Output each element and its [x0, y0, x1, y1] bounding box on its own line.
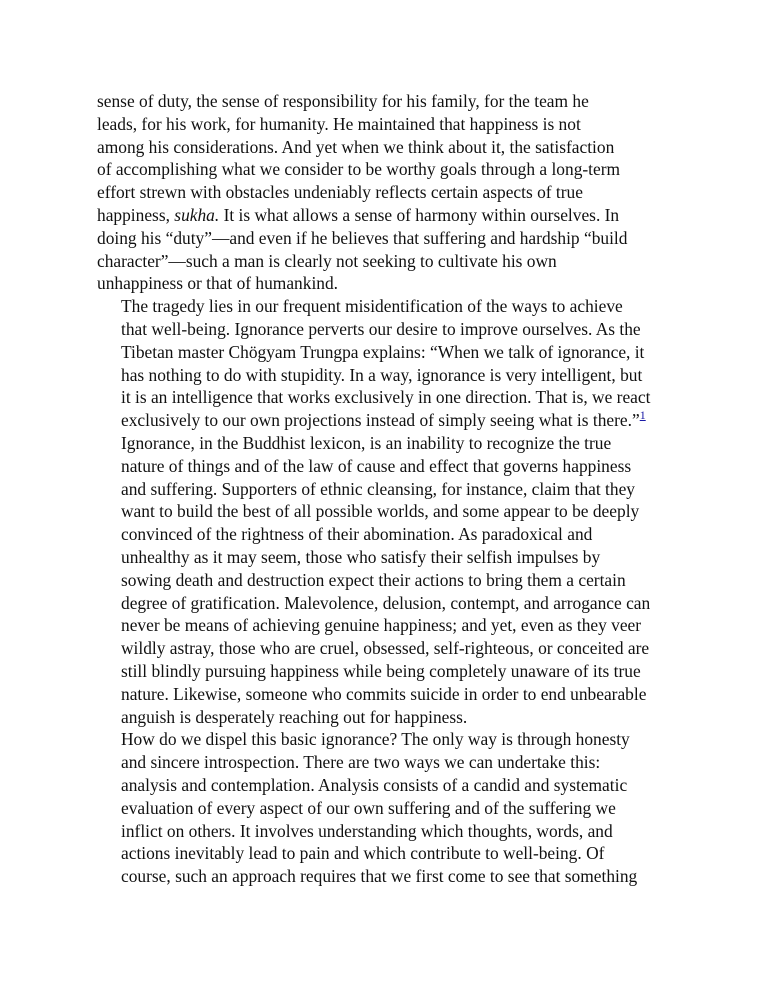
paragraph — [97, 90, 687, 295]
text-run: Ignorance, in the Buddhist lexicon, is an inability to recognize the true — [121, 432, 612, 453]
text-line — [97, 637, 687, 660]
text-line — [97, 432, 687, 455]
text-line — [97, 341, 687, 364]
text-run: among his considerations. And yet when we think about it, the satisfaction — [97, 136, 615, 157]
text-run: convinced of the rightness of their abomination. As paradoxical and — [121, 524, 593, 545]
text-run: has nothing to do with stupidity. In a way, ignorance is very intelligent, but — [121, 364, 643, 385]
text-run: character”—such a man is clearly not seeking to cultivate his own — [97, 250, 557, 271]
text-line — [97, 614, 687, 637]
text-run: Tibetan master Chögyam Trungpa explains: “When we talk of ignorance, it — [121, 341, 645, 362]
paragraph — [97, 432, 687, 728]
text-line — [97, 842, 687, 865]
text-run: How do we dispel this basic ignorance? The only way is through honesty — [121, 729, 630, 750]
footnote-link[interactable]: 1 — [639, 408, 646, 423]
text-run: still blindly pursuing happiness while being completely unaware of its true — [121, 660, 641, 681]
text-line — [97, 865, 687, 888]
text-run: effort strewn with obstacles undeniably reflects certain aspects of true — [97, 182, 583, 203]
text-run: nature of things and of the law of cause and effect that governs happiness — [121, 455, 632, 476]
text-line — [97, 546, 687, 569]
text-run: exclusively to our own projections instead of simply seeing what is there.” — [121, 410, 640, 431]
text-run: degree of gratification. Malevolence, delusion, contempt, and arrogance can — [121, 592, 651, 613]
text-line — [97, 592, 687, 615]
text-run: inflict on others. It involves understanding which thoughts, words, and — [121, 820, 613, 841]
text-line — [97, 204, 687, 227]
text-line — [97, 295, 687, 318]
paragraph — [97, 295, 687, 432]
text-line — [97, 751, 687, 774]
text-run: wildly astray, those who are cruel, obsessed, self-righteous, or conceited are — [121, 638, 650, 659]
text-line — [97, 500, 687, 523]
text-line — [97, 409, 687, 432]
text-line — [97, 569, 687, 592]
text-line — [97, 181, 687, 204]
text-run: that well-being. Ignorance perverts our desire to improve ourselves. As the — [121, 318, 641, 339]
text-line — [97, 136, 687, 159]
text-line — [97, 113, 687, 136]
text-line — [97, 478, 687, 501]
document-page — [97, 90, 687, 888]
text-run: and sincere introspection. There are two ways we can undertake this: — [121, 752, 601, 773]
text-line — [97, 455, 687, 478]
text-run: doing his “duty”—and even if he believes that suffering and hardship “build — [97, 227, 628, 248]
text-run: actions inevitably lead to pain and which contribute to well-being. Of — [121, 843, 605, 864]
text-run: leads, for his work, for humanity. He maintained that happiness is not — [97, 113, 581, 134]
text-line — [97, 797, 687, 820]
text-run: unhealthy as it may seem, those who satisfy their selfish impulses by — [121, 546, 601, 567]
text-run: nature. Likewise, someone who commits suicide in order to end unbearable — [121, 683, 647, 704]
text-run: happiness, — [97, 204, 175, 225]
text-line — [97, 820, 687, 843]
italic-term: sukha. — [174, 204, 220, 225]
text-run: evaluation of every aspect of our own suffering and of the suffering we — [121, 797, 616, 818]
text-line — [97, 318, 687, 341]
text-run: course, such an approach requires that we first come to see that something — [121, 866, 638, 887]
text-line — [97, 364, 687, 387]
text-line — [97, 523, 687, 546]
text-run: sowing death and destruction expect their actions to bring them a certain — [121, 569, 626, 590]
text-line — [97, 728, 687, 751]
text-line — [97, 386, 687, 409]
text-run: The tragedy lies in our frequent misidentification of the ways to achieve — [121, 296, 623, 317]
text-line — [97, 660, 687, 683]
text-line — [97, 272, 687, 295]
paragraph — [97, 728, 687, 888]
text-run: It is what allows a sense of harmony within ourselves. In — [219, 204, 620, 225]
text-line — [97, 90, 687, 113]
text-run: it is an intelligence that works exclusively in one direction. That is, we react — [121, 387, 651, 408]
text-line — [97, 774, 687, 797]
text-run: and suffering. Supporters of ethnic cleansing, for instance, claim that they — [121, 478, 636, 499]
text-line — [97, 250, 687, 273]
text-line — [97, 683, 687, 706]
text-line — [97, 706, 687, 729]
text-run: anguish is desperately reaching out for happiness. — [121, 706, 468, 727]
text-run: sense of duty, the sense of responsibility for his family, for the team he — [97, 91, 589, 111]
text-run: unhappiness or that of humankind. — [97, 273, 339, 294]
text-run: want to build the best of all possible worlds, and some appear to be deeply — [121, 501, 640, 522]
text-run: of accomplishing what we consider to be worthy goals through a long-term — [97, 159, 621, 180]
text-run: never be means of achieving genuine happiness; and yet, even as they veer — [121, 615, 642, 636]
text-run: analysis and contemplation. Analysis consists of a candid and systematic — [121, 774, 628, 795]
text-line — [97, 227, 687, 250]
text-line — [97, 158, 687, 181]
